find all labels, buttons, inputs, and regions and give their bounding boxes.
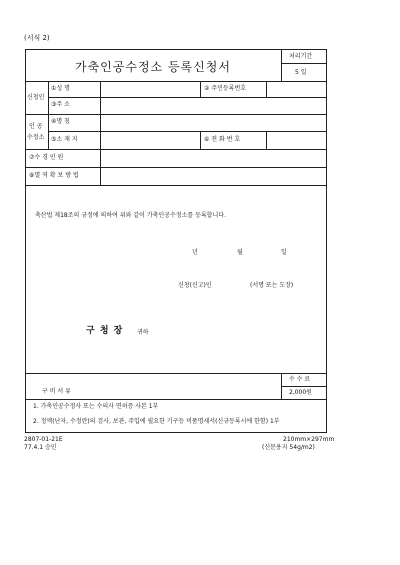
row-line bbox=[48, 131, 327, 132]
center-location-label: ⑤소 재 지 bbox=[51, 136, 78, 143]
title-divider bbox=[281, 49, 282, 81]
processing-divider bbox=[281, 63, 327, 64]
row-line bbox=[48, 97, 327, 98]
fee-value: 2,000원 bbox=[289, 389, 312, 396]
row-line bbox=[25, 81, 327, 82]
lower-label-divider bbox=[100, 149, 101, 185]
resident-id-label: ② 주민등록번호 bbox=[204, 85, 247, 92]
document-item: 2. 정액(난자, 수정란)의 검사, 보관, 주입에 필요한 기구등 비품명세서(신규등록시에 한함) 1부 bbox=[33, 418, 280, 425]
signer-label: 신청(신고)인 bbox=[178, 282, 212, 289]
hygiene-method-label: ⑧멸 역 확 보 방 법 bbox=[29, 172, 79, 179]
processing-label: 처리기간 bbox=[289, 53, 313, 60]
center-name-label: ④명 칭 bbox=[51, 118, 70, 125]
approval-date: 77.4.1 승인 bbox=[24, 444, 57, 451]
center-group-label: 수정소 bbox=[27, 134, 45, 141]
document-item: 1. 가축인공수정사 또는 수의사 면허증 사본 1부 bbox=[33, 403, 159, 410]
date-month-label: 월 bbox=[237, 249, 243, 256]
address-label: ③주 소 bbox=[51, 101, 70, 108]
form-number: (서식 2) bbox=[24, 34, 50, 42]
recipient-suffix: 귀하 bbox=[137, 329, 149, 336]
paper-type: (신문용지 54g/m2) bbox=[262, 444, 315, 451]
date-day-label: 일 bbox=[281, 249, 287, 256]
fee-divider bbox=[281, 386, 327, 387]
center-group-label: 인 공 bbox=[29, 123, 43, 130]
phone-label: ⑥ 전 화 번 호 bbox=[204, 136, 241, 143]
fee-label: 수 수 료 bbox=[289, 376, 311, 383]
row-line bbox=[25, 167, 327, 168]
row-line bbox=[25, 185, 327, 186]
name-label: ①성 명 bbox=[51, 85, 70, 92]
location-phone-divider bbox=[200, 131, 201, 149]
group-label-divider bbox=[48, 81, 49, 149]
inseminator-label: ⑦수 경 인 원 bbox=[29, 154, 64, 161]
row-line bbox=[25, 399, 327, 400]
label-column-divider bbox=[100, 81, 101, 149]
paper-size: 210mm×297mm bbox=[283, 436, 335, 443]
row-line bbox=[25, 149, 327, 150]
form-code: 2807-01-21E bbox=[24, 436, 63, 443]
signature-hint: (서명 또는 도장) bbox=[250, 282, 294, 289]
recipient-title: 구 청 장 bbox=[86, 326, 124, 336]
id-value-divider bbox=[266, 81, 267, 97]
row-line bbox=[25, 114, 327, 115]
statement-text: 축산법 제18조의 규정에 의하여 위와 같이 가축인공수정소를 등록합니다. bbox=[35, 212, 226, 219]
phone-value-divider bbox=[266, 131, 267, 149]
fee-column-divider bbox=[281, 373, 282, 399]
required-documents-label: 구 비 서 류 bbox=[42, 388, 71, 395]
processing-value: 5 일 bbox=[295, 69, 307, 76]
page-title: 가축인공수정소 등록신청서 bbox=[75, 60, 231, 74]
applicant-group-label: 신청인 bbox=[27, 94, 45, 101]
name-id-divider bbox=[200, 81, 201, 97]
date-year-label: 년 bbox=[192, 249, 198, 256]
